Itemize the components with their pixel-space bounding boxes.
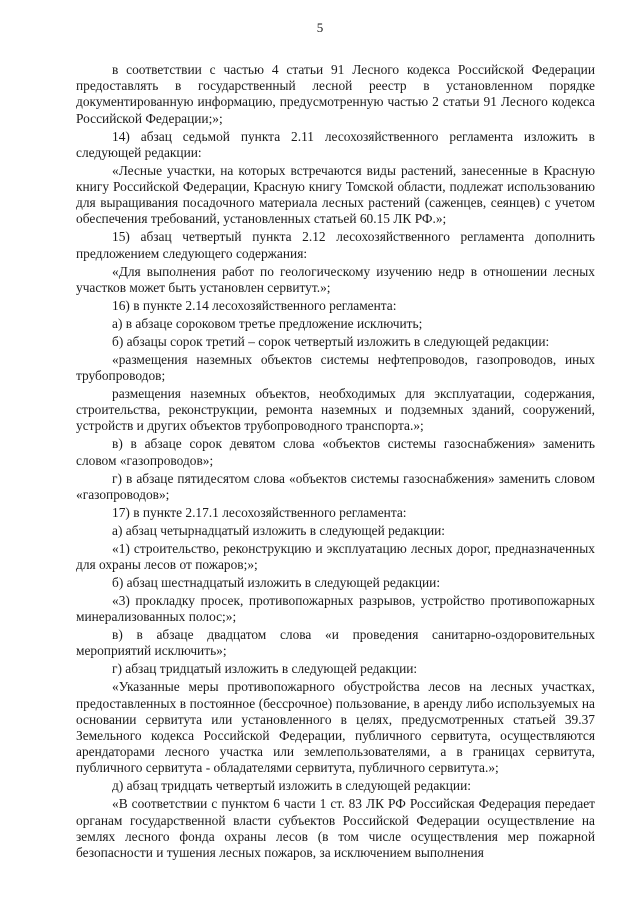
paragraph-17: «3) прокладку просек, противопожарных разрывов, устройство противопожарных минерализованных полос;»;	[76, 593, 595, 625]
page-number: 5	[316, 20, 324, 35]
paragraph-3: «Лесные участки, на которых встречаются виды растений, занесенные в Красную книгу Российской Федерации, Красную книгу Томской области, подлежат использованию для выращивания посадочного материала лесных растений (саженцев, сеянцев) с учетом обеспечения требований, установленных статьей 60.15 ЛК РФ.»;	[76, 162, 595, 227]
paragraph-19: г) абзац тридцатый изложить в следующей редакции:	[112, 661, 418, 677]
paragraph-6: 16) в пункте 2.14 лесохозяйственного регламента:	[112, 297, 397, 313]
paragraph-11: в) в абзаце сорок девятом слова «объектов системы газоснабжения» заменить словом «газопроводов»;	[76, 436, 595, 468]
document-body	[76, 62, 595, 863]
paragraph-10: размещения наземных объектов, необходимых для эксплуатации, содержания, строительства, реконструкции, ремонта наземных и подземных зданий, сооружений, устройств и других объектов трубопроводного транспорта.»;	[76, 386, 595, 434]
paragraph-20: «Указанные меры противопожарного обустройства лесов на лесных участках, предоставленных в постоянное (бессрочное) пользование, в аренду либо используемых на основании сервитута или установленного в целях, предусмотренных статьей 39.37 Земельного кодекса Российской Федерации, публичного сервитута, осуществляются арендаторами лесного участка или землепользователями, а в границах сервитута, публичного сервитута - обладателями сервитута, публичного сервитута.»;	[76, 679, 595, 776]
paragraph-12: г) в абзаце пятидесятом слова «объектов системы газоснабжения» заменить словом «газопроводов»;	[76, 470, 595, 502]
paragraph-21: д) абзац тридцать четвертый изложить в следующей редакции:	[112, 778, 471, 794]
paragraph-13: 17) в пункте 2.17.1 лесохозяйственного регламента:	[112, 504, 407, 520]
paragraph-16: б) абзац шестнадцатый изложить в следующей редакции:	[112, 575, 441, 591]
paragraph-5: «Для выполнения работ по геологическому изучению недр в отношении лесных участков может быть установлен сервитут.»;	[76, 263, 595, 295]
paragraph-9: «размещения наземных объектов системы нефтепроводов, газопроводов, иных трубопроводов;	[76, 351, 595, 384]
paragraph-18: в) в абзаце двадцатом слова «и проведения санитарно-оздоровительных мероприятий исключить»;	[76, 627, 595, 659]
paragraph-15: «1) строительство, реконструкцию и эксплуатацию лесных дорог, предназначенных для охраны лесов от пожаров;»;	[76, 540, 595, 573]
paragraph-14: а) абзац четырнадцатый изложить в следующей редакции:	[112, 522, 446, 538]
paragraph-7: а) в абзаце сороковом третье предложение исключить;	[112, 315, 423, 331]
paragraph-8: б) абзацы сорок третий – сорок четвертый изложить в следующей редакции:	[112, 333, 550, 349]
paragraph-2: 14) абзац седьмой пункта 2.11 лесохозяйственного регламента изложить в следующей редакции:	[76, 128, 595, 160]
paragraph-1: в соответствии с частью 4 статьи 91 Лесного кодекса Российской Федерации предоставлять в государственный лесной реестр в установленном порядке документированную информацию, предусмотренную частью 2 статьи 91 Лесного кодекса Российской Федерации;»;	[76, 62, 595, 126]
paragraph-4: 15) абзац четвертый пункта 2.12 лесохозяйственного регламента дополнить предложением следующего содержания:	[76, 229, 595, 261]
paragraph-22: «В соответствии с пунктом 6 части 1 ст. 83 ЛК РФ Российская Федерация передает органам государственной власти субъектов Российской Федерации осуществление на землях лесного фонда охраны лесов (в том числе осуществления мер пожарной безопасности и тушения лесных пожаров, за исключением выполнения	[76, 796, 595, 861]
